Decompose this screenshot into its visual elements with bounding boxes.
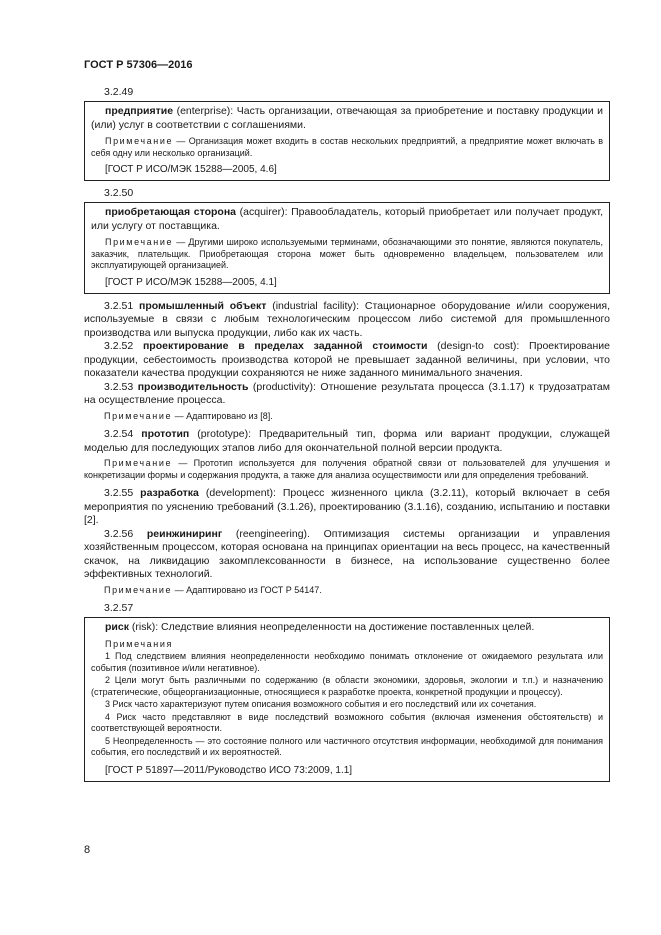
term-note: Примечание — Организация может входить в состав нескольких предприятий, а предприятие может включать в себя одну или несколько организаций. (91, 136, 603, 158)
term-3-2-51: 3.2.51 промышленный объект (industrial facility): Стационарное оборудование и/или сооружения, используемые в связи с любым технологическим процессом либо системой для промышленного производства или выпуска продукции, либо как их часть. (84, 299, 610, 339)
term-note-3: 3 Риск часто характеризуют путем описания возможного события и его последствий или их сочетания. (105, 699, 537, 709)
term-reference: [ГОСТ Р ИСО/МЭК 15288—2005, 4.6] (105, 164, 277, 175)
term-note-2: 2 Цели могут быть различными по содержанию (в области экономики, здоровья, экологии и т.п.) и назначению (стратегические, общеорганизационные, относящиеся к разработке проекта, конкретной продукции и процессу). (91, 675, 603, 697)
term-3-2-55: 3.2.55 разработка (development): Процесс жизненного цикла (3.2.11), который включает в себя мероприятия по уяснению требований (3.1.26), проектированию (3.1.16), созданию, испытанию и поставки [2]. (84, 487, 610, 526)
term-note-4: 4 Риск часто представляют в виде последствий возможного события (включая изменения обстоятельств) и соответствующей вероятности. (91, 711, 603, 733)
term-3-2-53: 3.2.53 производительность (productivity): Отношение результата процесса (3.1.17) к трудозатратам на осуществление процесса. (84, 380, 610, 406)
term-name: разработка (140, 487, 199, 499)
term-3-2-56: 3.2.56 реинжиниринг (reengineering). Оптимизация системы организации и управления хозяйственным процессом, которая основана на принципах ориентации на весь процесс, на качественный скачок, на ликвидацию закомплексованности в бизнесе, на использование существенно более эффективных технологий. (84, 527, 611, 580)
term-note-1: 1 Под следствием влияния неопределенности необходимо понимать отклонение от ожидаемого результата или события (позитивное и/или негативное). (91, 651, 603, 673)
term-number: 3.2.57 (104, 602, 134, 614)
term-note: Примечание — Прототип используется для получения обратной связи от пользователей для улучшения и конкретизации формы и содержания продукта, а также для анализа осуществимости или для определения требований. (84, 458, 610, 480)
term-box-3-2-57 (84, 617, 610, 782)
term-reference: [ГОСТ Р 51897—2011/Руководство ИСО 73:2009, 1.1] (105, 764, 353, 776)
note-label: Примечание (105, 237, 174, 247)
term-note: Примечание — Адаптировано из [8]. (104, 410, 273, 421)
term-reference: [ГОСТ Р ИСО/МЭК 15288—2005, 4.1] (105, 276, 277, 288)
term-name: предприятие (105, 105, 174, 117)
term-definition: предприятие (enterprise): Часть организации, отвечающая за приобретение и поставку продукции и (или) услуг в соответствии с соглашениями. (91, 105, 603, 131)
note-label: Примечание (105, 136, 174, 146)
term-name: промышленный объект (138, 299, 267, 312)
term-name: риск (105, 621, 129, 633)
term-note: Примечание — Адаптировано из ГОСТ Р 54147. (104, 584, 322, 595)
term-box-3-2-49 (84, 101, 610, 181)
term-definition: приобретающая сторона (acquirer): Правообладатель, который приобретает или получает продукт, или услугу от поставщика. (91, 206, 603, 232)
term-name: реинжиниринг (146, 527, 223, 540)
notes-label: Примечания (105, 638, 173, 649)
term-name: производительность (137, 380, 249, 393)
page-content (84, 86, 610, 788)
term-name: приобретающая сторона (105, 206, 237, 218)
page-number: 8 (84, 844, 91, 856)
term-3-2-54: 3.2.54 прототип (prototype): Предварительный тип, форма или вариант продукции, служащей моделью для последующих этапов либо для окончательной полной версии продукта. (84, 428, 610, 454)
term-number: 3.2.49 (104, 86, 134, 98)
term-note-5: 5 Неопределенность — это состояние полного или частичного отсутствия информации, необходимой для понимания события, его последствий и их вероятностей. (91, 735, 603, 757)
term-box-3-2-50 (84, 202, 610, 294)
document-header: ГОСТ Р 57306—2016 (84, 59, 193, 71)
term-3-2-52: 3.2.52 проектирование в пределах заданной стоимости (design-to cost): Проектирование продукции, себестоимость производства которой не превышает заданной величины, при условии, что показатели качества продукции сохраняются не ниже заданного минимального значения. (84, 340, 610, 379)
term-name: проектирование в пределах заданной стоимости (142, 340, 428, 352)
term-note: Примечание — Другими широко используемыми терминами, обозначающими это понятие, являются покупатель, заказчик, плательщик. Приобретающая сторона может быть одновременно владельцем, пользователем или эксплуатирующей организацией. (91, 237, 603, 270)
term-name: прототип (141, 428, 190, 440)
term-number: 3.2.50 (104, 187, 134, 199)
term-definition: риск (risk): Следствие влияния неопределенности на достижение поставленных целей. (105, 621, 535, 633)
